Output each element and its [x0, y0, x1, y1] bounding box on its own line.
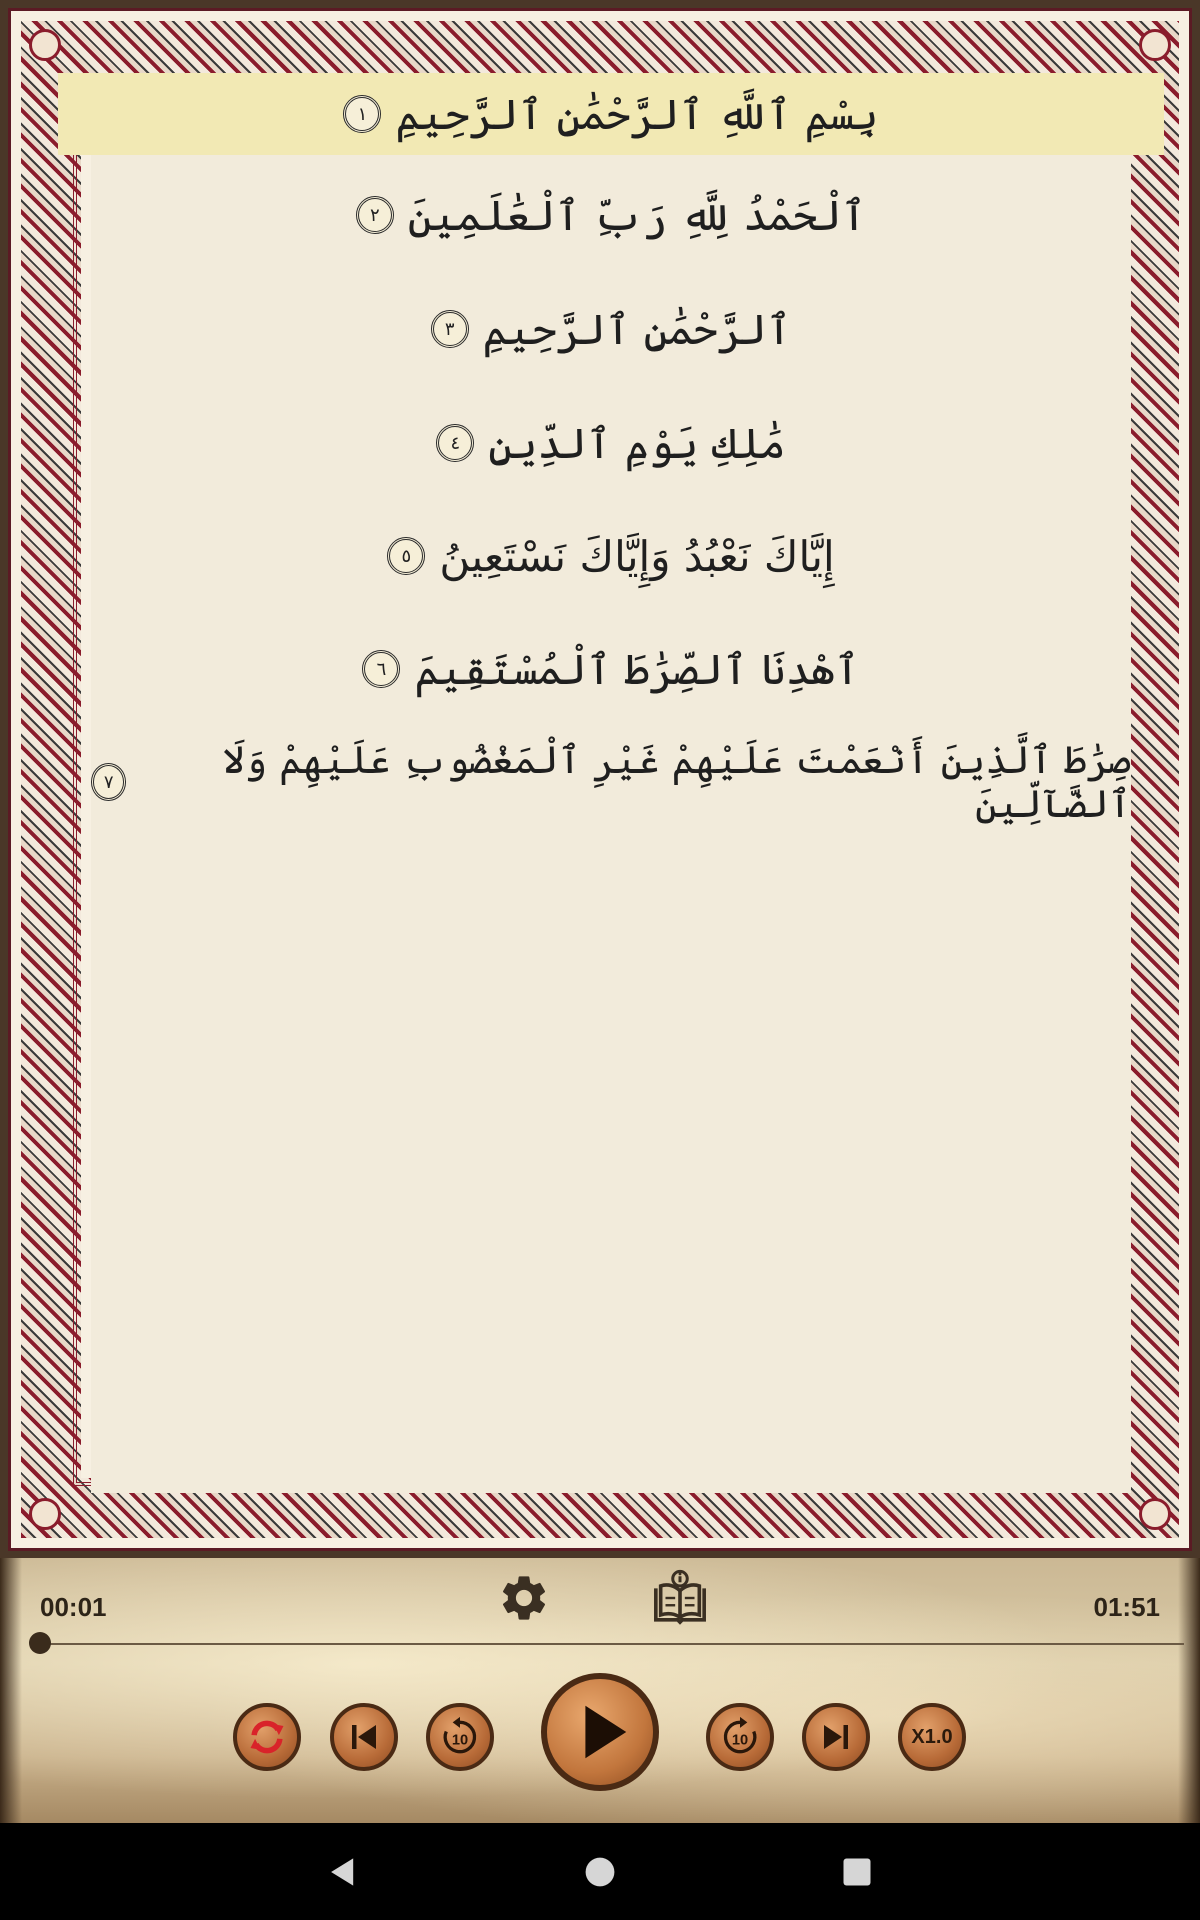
forward-10-button[interactable] — [706, 1703, 774, 1771]
page-frame — [8, 8, 1192, 1551]
verse-line-5[interactable] — [91, 516, 1131, 596]
svg-text:10: 10 — [451, 1732, 469, 1749]
nav-home-button[interactable] — [579, 1851, 621, 1893]
ayah-number-marker: ١ — [343, 95, 381, 133]
progress-slider[interactable] — [34, 1643, 1184, 1645]
replay-10-icon — [438, 1715, 482, 1759]
playback-speed-button[interactable] — [898, 1703, 966, 1771]
verse-line-2[interactable] — [91, 175, 1131, 255]
rewind-10-button[interactable] — [426, 1703, 494, 1771]
repeat-button[interactable] — [233, 1703, 301, 1771]
progress-thumb[interactable] — [29, 1632, 51, 1654]
forward-10-icon — [718, 1715, 762, 1759]
verse-line-6[interactable] — [91, 629, 1131, 709]
playback-controls — [0, 1673, 1200, 1803]
back-icon — [326, 1854, 360, 1890]
audio-player — [0, 1558, 1200, 1823]
speed-label: X1.0 — [911, 1725, 953, 1748]
home-icon — [584, 1856, 616, 1888]
system-navigation-bar — [0, 1823, 1200, 1920]
verse-text: مَٰلِكِ يَوْمِ ٱلدِّينِ — [488, 418, 786, 468]
tafsir-button[interactable] — [650, 1568, 710, 1628]
svg-text:10: 10 — [731, 1732, 749, 1749]
elapsed-time: 00:01 — [40, 1592, 107, 1622]
verse-text: بِسْمِ ٱللَّهِ ٱلرَّحْمَٰنِ ٱلرَّحِيمِ — [395, 89, 879, 139]
next-button[interactable] — [802, 1703, 870, 1771]
nav-back-button[interactable] — [322, 1851, 364, 1893]
verse-text: ٱلْحَمْدُ لِلَّهِ رَبِّ ٱلْعَٰلَمِينَ — [407, 190, 867, 240]
verse-text: ٱلرَّحْمَٰنِ ٱلرَّحِيمِ — [482, 304, 792, 354]
ayah-number-marker: ٣ — [431, 310, 469, 348]
verse-text: إِيَّاكَ نَعْبُدُ وَإِيَّاكَ نَسْتَعِينُ — [439, 531, 835, 581]
verse-line-1[interactable] — [58, 73, 1164, 155]
ayah-number-marker: ٤ — [436, 424, 474, 462]
book-info-icon — [651, 1569, 709, 1627]
ayah-number-marker: ٧ — [91, 763, 126, 801]
verses-area — [91, 73, 1131, 1493]
settings-button[interactable] — [494, 1568, 554, 1628]
play-icon — [565, 1697, 635, 1767]
verse-line-7[interactable] — [91, 738, 1131, 826]
gear-icon — [497, 1571, 551, 1625]
previous-button[interactable] — [330, 1703, 398, 1771]
verse-text: ٱهْدِنَا ٱلصِّرَٰطَ ٱلْمُسْتَقِيمَ — [414, 644, 860, 694]
recents-icon — [842, 1857, 872, 1887]
verse-line-4[interactable] — [91, 403, 1131, 483]
verse-line-3[interactable] — [91, 289, 1131, 369]
nav-recents-button[interactable] — [836, 1851, 878, 1893]
play-button[interactable] — [541, 1673, 659, 1791]
skip-next-icon — [818, 1719, 854, 1755]
ayah-number-marker: ٥ — [387, 537, 425, 575]
repeat-icon — [245, 1715, 289, 1759]
total-time: 01:51 — [1093, 1592, 1160, 1622]
skip-previous-icon — [346, 1719, 382, 1755]
verse-text: صِرَٰطَ ٱلَّذِينَ أَنْعَمْتَ عَلَيْهِمْ غَيْرِ ٱلْمَغْضُوبِ عَلَيْهِمْ وَلَا ٱلضَّآلِّينَ — [222, 738, 1131, 826]
ayah-number-marker: ٢ — [356, 196, 394, 234]
ayah-number-marker: ٦ — [362, 650, 400, 688]
